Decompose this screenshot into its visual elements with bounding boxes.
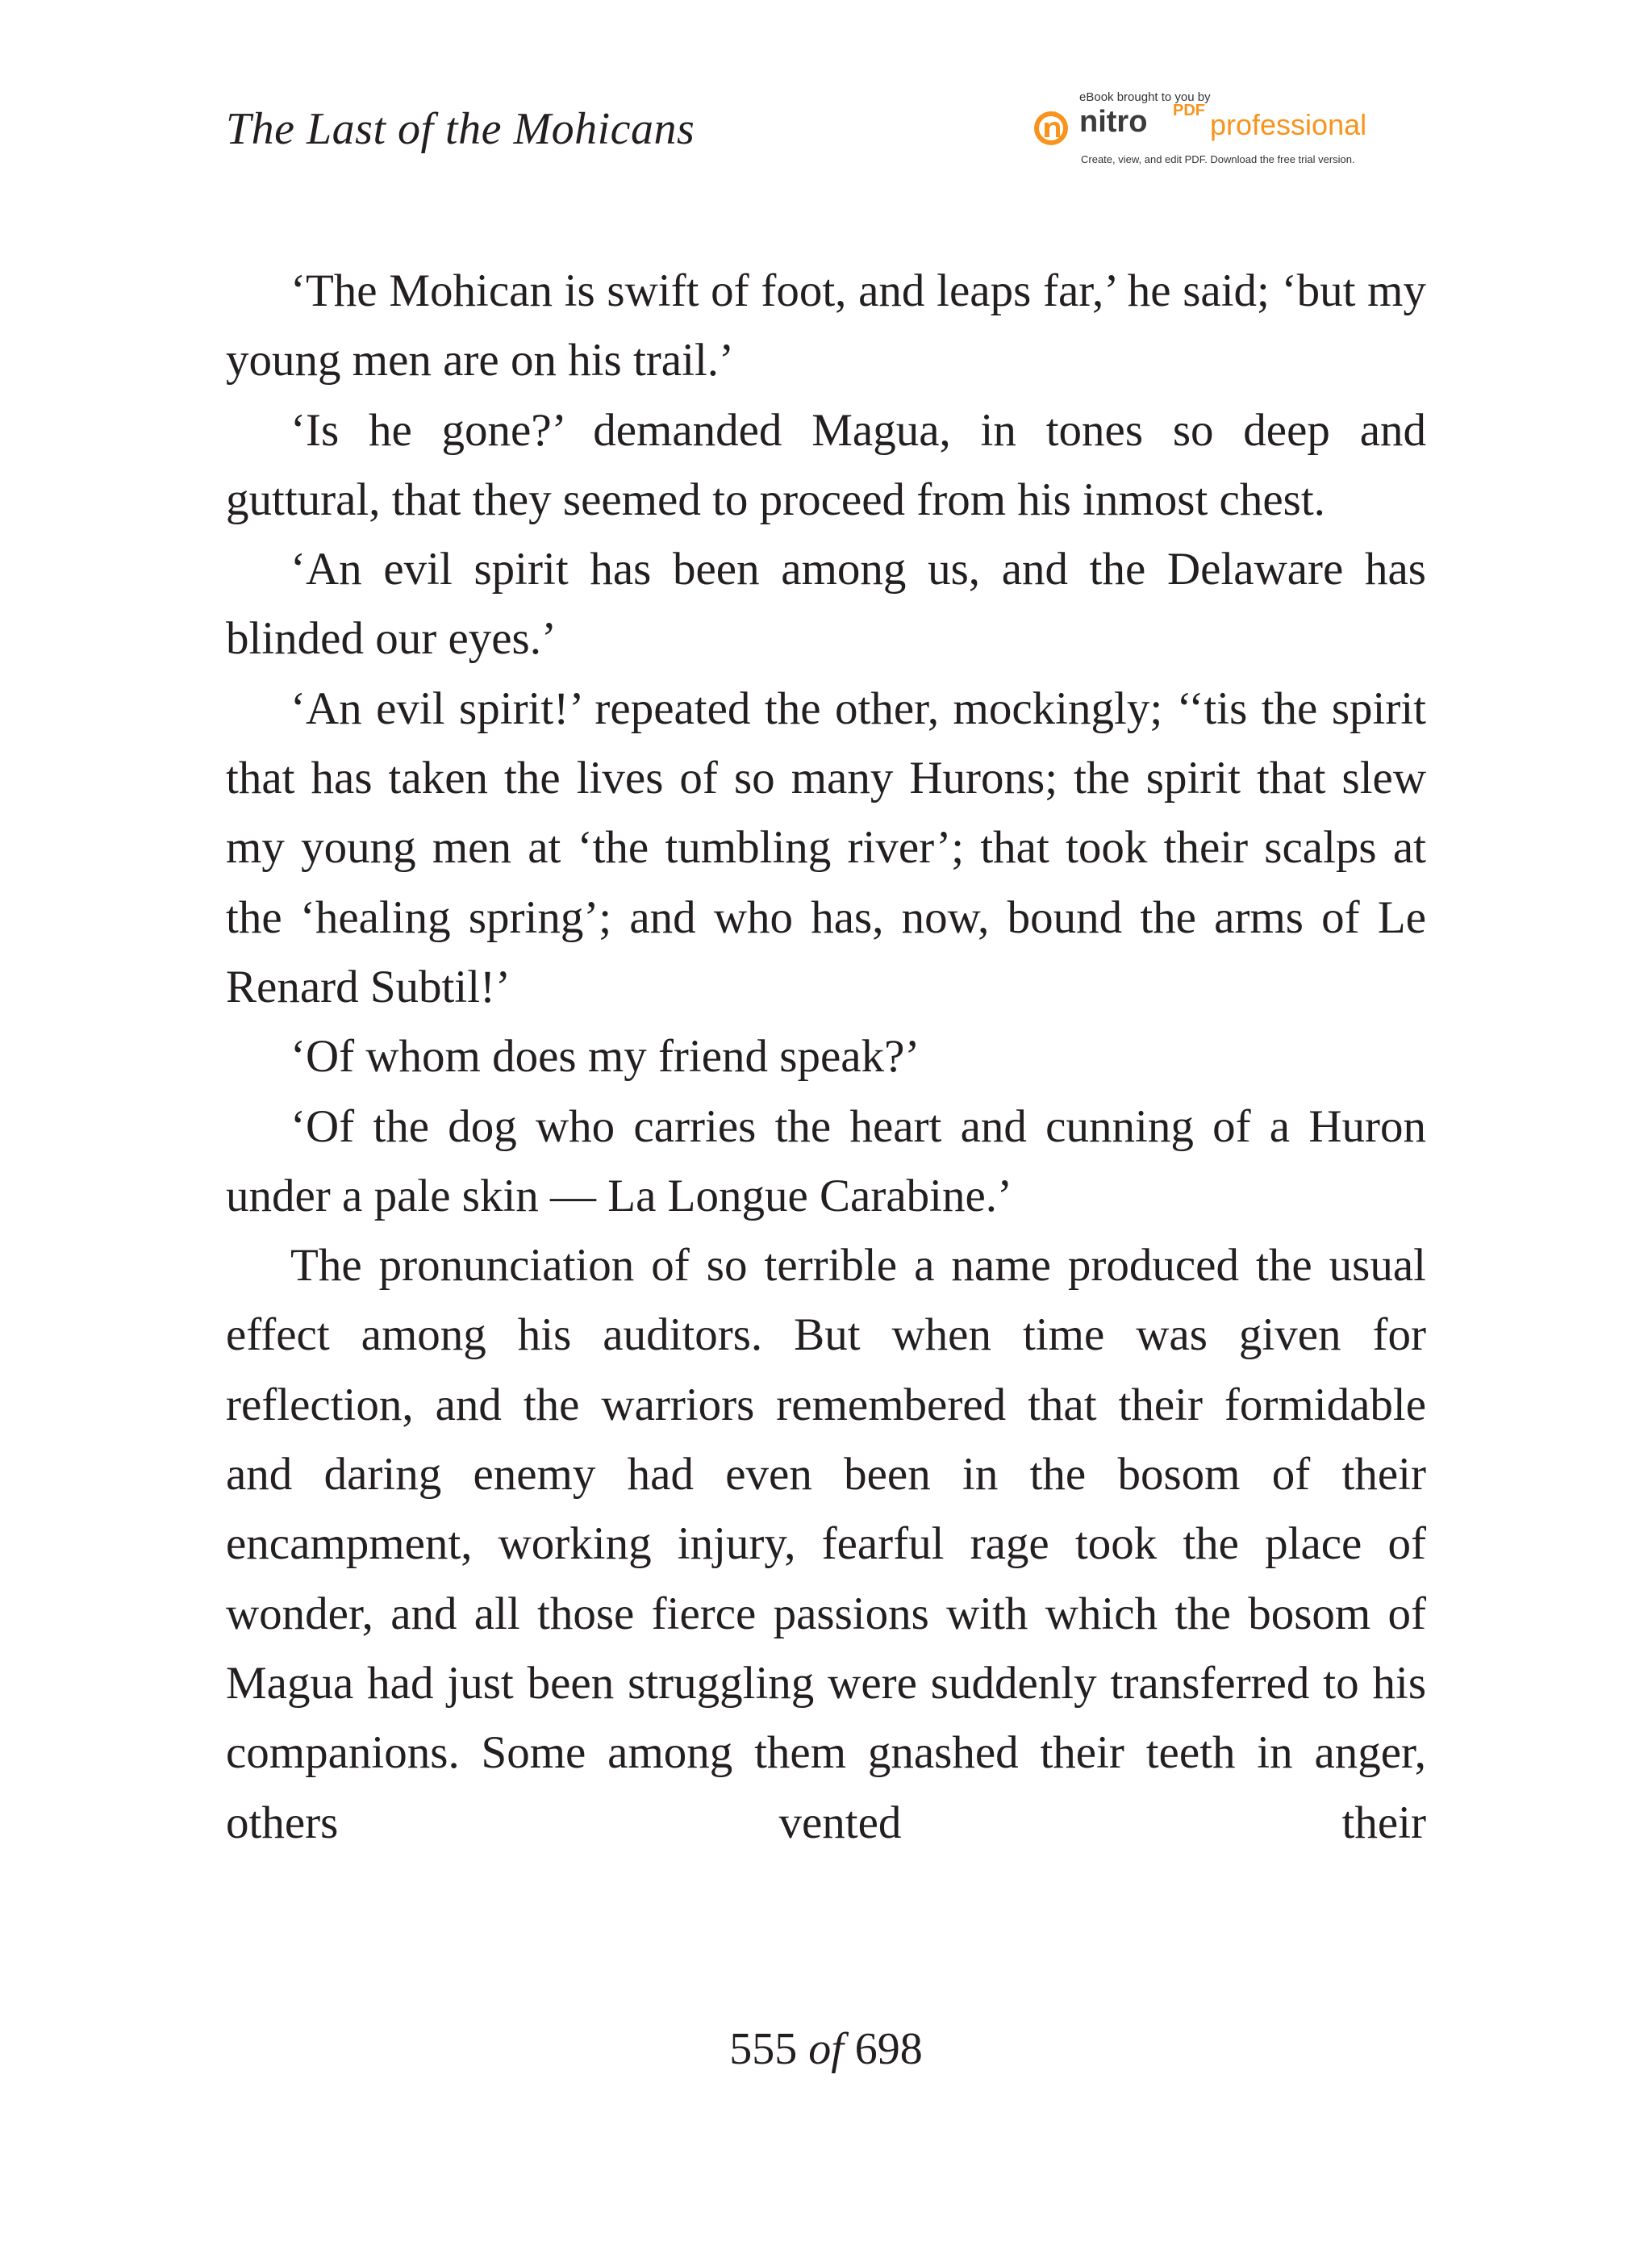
- nitro-flame-logo-icon: [1031, 106, 1071, 147]
- current-page: 555: [729, 2024, 798, 2074]
- running-title: The Last of the Mohicans: [226, 104, 695, 154]
- banner-tagline: eBook brought to you by: [1079, 90, 1211, 104]
- paragraph: ‘Is he gone?’ demanded Magua, in tones so deep and guttural, that they seemed to proceed from his inmost chest.: [226, 404, 1426, 525]
- banner-brand: nitro: [1079, 105, 1148, 139]
- banner-brand-superscript: PDF: [1173, 102, 1205, 119]
- body-text: [226, 257, 1426, 1858]
- paragraph: ‘An evil spirit has been among us, and the Delaware has blinded our eyes.’: [226, 544, 1426, 665]
- total-pages: 698: [854, 2024, 923, 2074]
- paragraph: ‘Of whom does my friend speak?’: [290, 1031, 920, 1083]
- paragraph: ‘Of the dog who carries the heart and cunning of a Huron under a pale skin — La Longue Carabine.’: [226, 1100, 1426, 1221]
- banner-subline: Create, view, and edit PDF. Download the free trial version.: [1081, 153, 1355, 165]
- page-of-label: of: [808, 2024, 844, 2074]
- banner-edition: professional: [1210, 108, 1367, 141]
- paragraph: ‘The Mohican is swift of foot, and leaps far,’ he said; ‘but my young men are on his trail.’: [226, 265, 1426, 386]
- nitro-pdf-banner[interactable]: [1031, 90, 1410, 171]
- paragraph: ‘An evil spirit!’ repeated the other, mockingly; ‘‘tis the spirit that has taken the lives of so many Hurons; the spirit that slew my young men at ‘the tumbling river’; that took their scalps at the ‘healing spring’; and who has, now, bound the arms of Le Renard Subtil!’: [226, 682, 1426, 1012]
- page-number: [0, 2023, 1652, 2075]
- paragraph-continued: The pronunciation of so terrible a name produced the usual effect among his auditors. But when time was given for reflection, and the warriors remembered that their formidable and daring enemy had even been in the bosom of their encampment, working injury, fearful rage took the place of wonder, and all those fierce passions with which the bosom of Magua had just been struggling were suddenly transferred to his companions. Some among them gnashed their teeth in anger, others vented their: [226, 1240, 1426, 1848]
